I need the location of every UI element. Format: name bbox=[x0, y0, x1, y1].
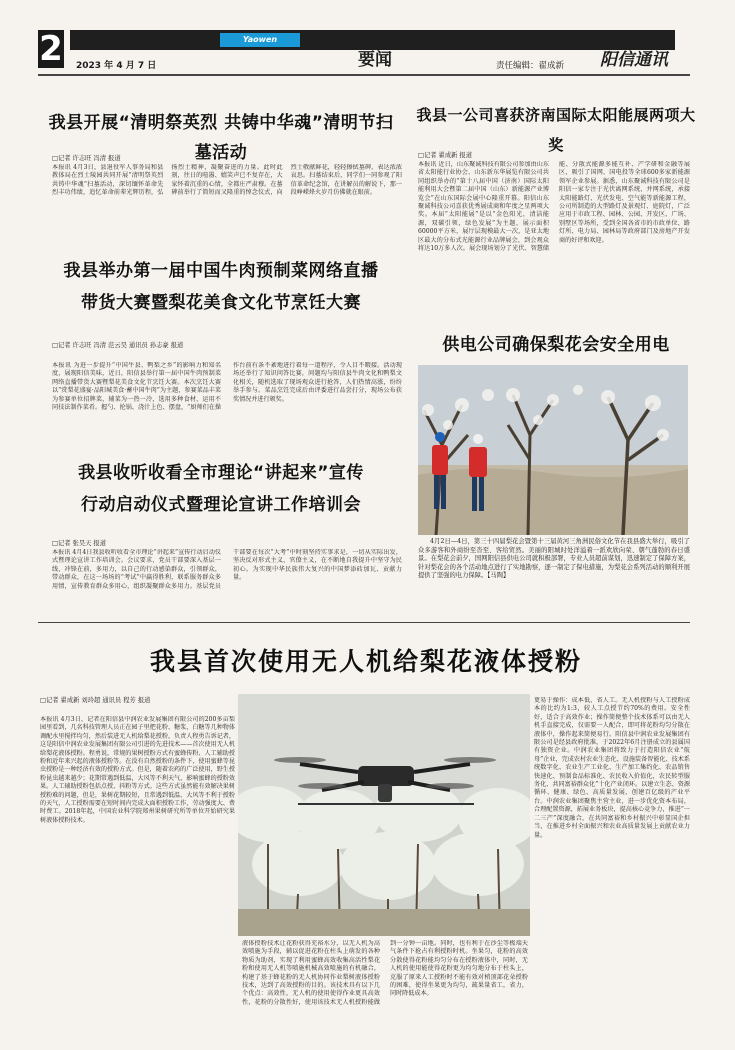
article-4-body: 本报讯 近日，山东聚诚科技有限公司参加由山东省太阳能行业协会、山东新东华展览有限公司共同组织举办的“第十八届中国（济南）国际太阳能利用大会暨第二届中国（山东）新能源产业博览会”在山东国际会展中心隆重开幕。阳信山东聚诚科技公司喜获优秀展成商和年度之星两项大奖。本届“太阳能展”是以“金色阳光，清洁能源，双碳引领，绿色发展”为主题，展示面积60000平方米，展厅层现模最大一次，是亚太地区最大的分布式光能源行业品牌展会，到会观众将达10万多人次。展会现场划分了光伏、智慧储能、分散式能源多能互补、产学研和金融等展区，吸引了国网、国电投等全球600多家新能源领军企业参展。据悉，山东聚诚科技有限公司是阳信一家专注于光伏离网系统、并网系统，承接太阳能路灯、光伏发电、空气能等新能源工程，公司所制造的大型路灯及景观灯、庭院灯，广泛应用于市政工程、园林、公园、开发区、广场、别墅区等场所，受到全国各省市的市政单位、路灯所、电力局、园林局等政府部门及房地产开发商的好评和欢迎。 bbox=[418, 161, 690, 253]
article-2-body: 本报讯 为进一步提升“中国牛县、鸭梨之乡”的影响力和知名度，展现阳信美味，近日，阳信县举行第一届中国牛肉预制菜网络直播带货大赛暨梨花美食文化节烹饪大赛。本次烹饪大赛以“赏梨花盛宴·品阳城美食·蓄中国牛肉”为主题，参赛菜品丰菜为参赛单位招牌菜，辅菜为一热一冷，选用多种食材，运用不同技法制作菜肴。握勺、抡锅、浇汁上色、摆盘，“厨师们在操作台前有条不紊地进行着每一道程序，令人目不暇接。活动现场还举行了知识问答比赛，问题均与阳信县牛肉文化和鸭梨文化相关，随机选取了现场观众进行抢答，人们热情高涨，纷纷举手参与。菜品烹饪完成后由评委进行品尝打分，现场公布获奖情况并进行颁奖。 bbox=[52, 362, 402, 412]
photo-drone-over-orchard bbox=[238, 694, 530, 936]
photo-powergrid-workers bbox=[418, 365, 688, 535]
article-5-headline: 供电公司确保梨花会安全用电 bbox=[442, 335, 670, 355]
section-pinyin: Yaowen bbox=[220, 33, 300, 47]
article-1-body: 本报讯 4月3日，县退役军人事务局和县教体局在烈士陵园共同开展“清明祭英烈 共铸中华魂”扫墓活动，深切缅怀革命先烈丰功伟绩，追忆革命前辈光辉历程，弘扬烈士精神，凝聚奋进的力量。此时此刻，往日的喧嚣、嬉笑声已不复存在，大家怀着沉重的心情，全都庄严肃穆。在墓碑前举行了简短而又隆重的悼念仪式，向烈士敬献鲜花，轻轻擦拭墓碑，表达浓浓哀思。扫墓结束后，同学们一同参观了阳信革命纪念馆，在讲解员的解说下，那一段峥嵘烽火岁月仿佛就在眼前。 bbox=[52, 164, 402, 197]
article-3-headline-line1: 我县收听收看全市理论“讲起来”宣传 bbox=[78, 463, 364, 483]
article-6-body-col3: 更易于操作：成本低、省人工。无人机授粉与人工授粉成本的比约为1:3，较人工点授节约70%的费用。安全性好，适合于高效作业；操作简便整个技术体系可以由无人机手直接完成，仅需要一人配合，即可将花粉均匀分散在液体中，操作起来简便易行。阳信县中润农业发展集团有限公司是经县政府批准，于2022年6月注册成立的县属国有独资企业。中润农业集团将致力于打造阳信农业“航母”企业，完成农村农业生态化、设施装备智能化、技术系统数字化、农业生产工业化、生产加工集约化、农品销售快速化、预制食品标准化、农民收入价值化，农民转型服务化、共同富裕群众化”十化产业闭环。以建立生态、资源循环、健康、绿色、高质量发展、创建百亿级的产业平台。中润农业集团聚焦主营主业，进一步优化资本布局，合理配置资源，拓展业务板块，提高核心竞争力，推进“一二三产”深度融合，在共同富裕和乡村振兴中彰显国企担当，在推进乡村全面振兴和农业高质量发展上贡献农业力量。 bbox=[534, 697, 690, 839]
article-2-headline-line1: 我县举办第一届中国牛肉预制菜网络直播 bbox=[63, 261, 379, 281]
section-title: 要闻 bbox=[358, 50, 392, 70]
editor-credit: 责任编辑：翟成新 bbox=[496, 61, 565, 71]
issue-date: 2023 年 4 月 7 日 bbox=[76, 61, 157, 71]
article-3-byline: □记者 张昊天 报道 bbox=[52, 540, 107, 547]
article-6-body-col1: 本报讯 4月3日，记者在阳信县中润农业发展集团有限公司的200多亩梨园里看到，几名科技管理人员正在园子里把花粉、糖浆、白糖等几种物体调配水里搅拌均匀，然后装进无人机给梨花授粉，负责人程勇告诉记者，这是阳信中润农业发展集团有限公司引进的先进技术——首次使用无人机给梨花液体授粉。程勇说，常规的果树授粉方式有蜜蜂传粉、人工辅助授粉和近年来兴起的液体授粉等。在没有自然授粉的条件下，使用蜜蜂等昆虫授粉是一种经济有效的授粉方式。但是，随着农药的广泛使用，野生授粉昆虫越来越少；花期常遇到低温，大风等不利天气，影响蜜蜂的授粉效果。人工辅助授粉包括点授、抖粉等方式。这些方式虽然能有效解决果树授粉难的问题，但是，果树花期较短，且常遇到低温、大风等不利于授粉的天气，人工授粉需要在短时间内完成大面积授粉工作，劳动强度大、费时费工。2018年起，中国农业科学院郑州果树研究所等单位开始研究果树液体授粉技术。 bbox=[40, 716, 235, 824]
masthead-logo: 阳信通讯 bbox=[600, 50, 668, 70]
article-6-headline: 我县首次使用无人机给梨花液体授粉 bbox=[149, 647, 582, 676]
page-number: 2 bbox=[39, 29, 63, 69]
article-1-headline: 我县开展“清明祭英烈 共铸中华魂”清明节扫墓活动 bbox=[48, 113, 394, 163]
article-6-byline: □记者 翟成新 刘玲超 通讯员 程芳 报道 bbox=[40, 697, 151, 704]
article-4-headline: 我县一公司喜获济南国际太阳能展两项大奖 bbox=[416, 106, 696, 154]
article-3-headline-line2: 行动启动仪式暨理论宣讲工作培训会 bbox=[81, 495, 361, 515]
article-5-caption: 4月2日—4日，第三十四届梨花会暨第十三届黄河三角洲民俗文化节在我县盛大举行，吸引了众多游客和外商纷至沓至、客给贸然。美丽的阳城时处洋溢着一派欢欣向荣、朝气蓬勃的春日盛景。在梨花会前夕，国网阳信县供电公司就积极部署，专业人员超前谋划，迅速制定了保障方案，针对梨花会的各个活动地点进行了实地勘察，逐一制定了保电措施，为梨花会系列活动的顺利开展提供了坚强的电力保障。【马陶】 bbox=[418, 538, 690, 580]
article-6-body-col2: 液体授粉技术让花粉获得充裕水分，以无人机为高效喷施为手段，辅以促进花粉在柱头上萌发的各种物质为助剂，实现了利用蜜蜂高效收集高活性梨花粉和使用无人机等喷施机械高效喷施的有机融合，构建了基于蜂花粉的无人机协同作业梨树液体授粉技术，达到了高效授粉的目的。该技术具有以下几个优点：高效性，无人机的使用使得作业更具高效性，花粉的分散性好，使用该技术无人机授粉能做到一分钟一亩地。同时，也有利于在沙尘等极端天气条件下抢占有利授粉时机。坐果匀，花粉的高效分散使得花粉能均匀分布在授粉液体中，同时，无人机的使用能使得花粉更为均匀地分布于柱头上，克服了原来人工授粉时不能有效对梢顶部花朵授粉的困难，使得坐果更为均匀，疏果量省工，省力，同时降低成本。 bbox=[242, 940, 528, 1006]
article-2-byline: □记者 许志旺 冯清 范云昊 通讯员 孙志豪 报道 bbox=[52, 342, 184, 349]
lead-rule bbox=[38, 622, 690, 623]
article-1-byline: □记者 许志旺 冯清 报道 bbox=[52, 155, 121, 162]
article-4-byline: □记者 翟成新 报道 bbox=[418, 152, 473, 159]
article-3-body: 本报讯 4月4日我县收听收看全市理论“讲起来”宣传行动启动仪式暨理论宣讲工作培训会。会议要求，党员干部要深入基层一线，冲锋在前，多用力，以自己的行动感染群众，引领群众，带动群众，在这一场场的“考试”中赢得胜利，联系服务群众多用情，宣传教育群众多用心，组织凝聚群众多用力。基层党员干部要在每次“大考”中时刻坚持实事求是，一切从实际出发，坚决反对形式主义、官僚主义，在不断地自我提升中坚守为民初心。为实现中华民族伟大复兴的中国梦添砖加瓦、贡献力量。 bbox=[52, 549, 402, 590]
article-2-headline-line2: 带货大赛暨梨花美食文化节烹饪大赛 bbox=[81, 293, 361, 313]
header-rule bbox=[38, 74, 690, 76]
section-banner bbox=[70, 30, 675, 50]
